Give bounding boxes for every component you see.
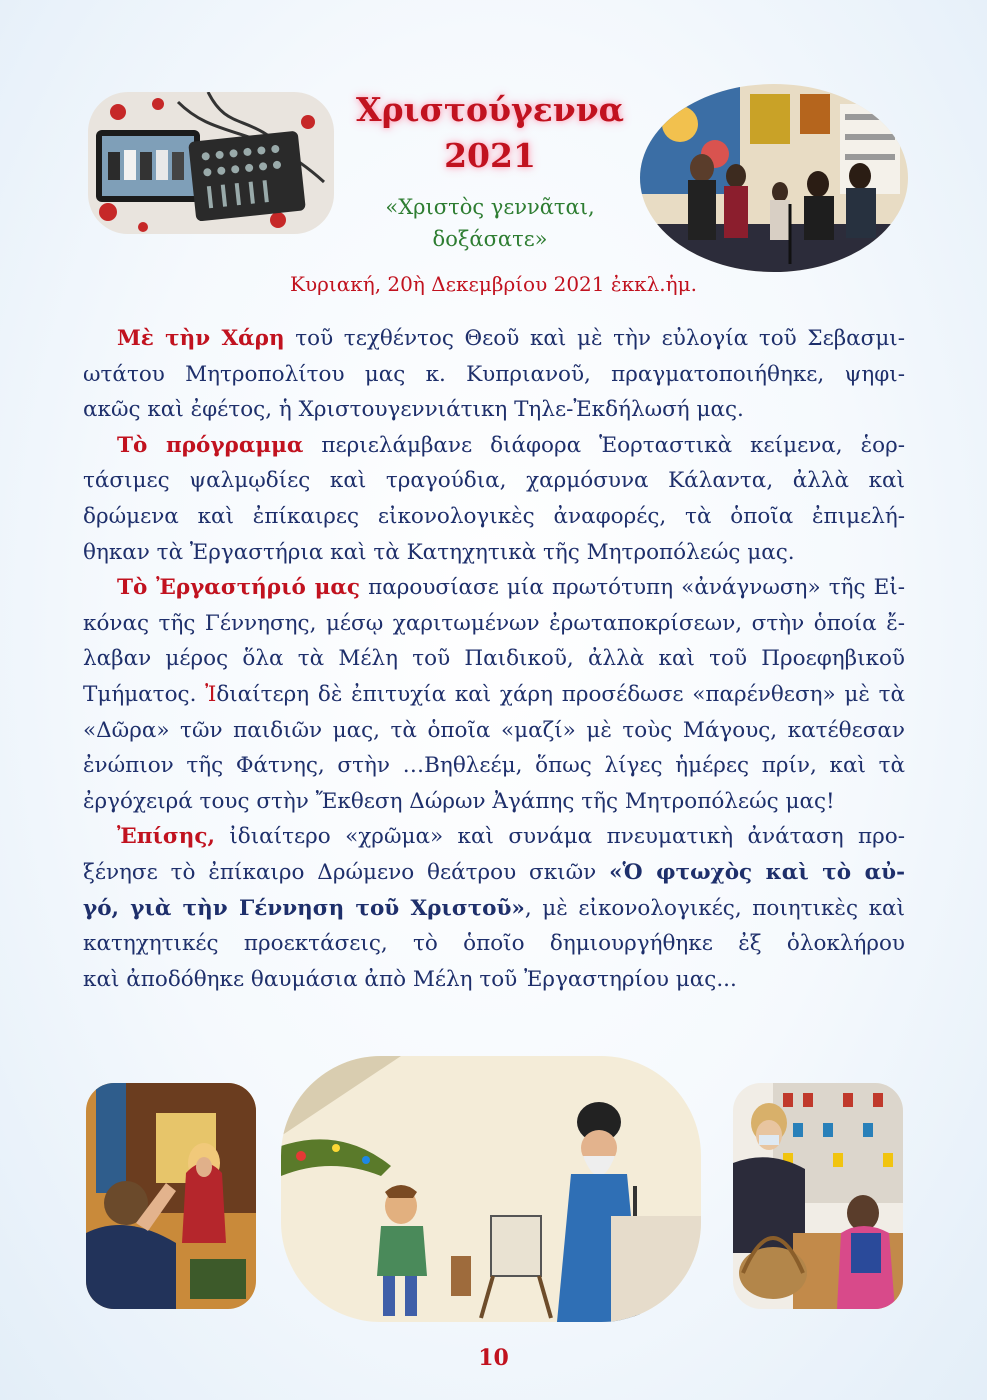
gift-shop-photo [733, 1083, 903, 1309]
paragraph-4-line: καὶ ἀποδόθηκε θαυμάσια ἀπὸ Μέλη τοῦ Ἐργαστηρίου μας... [83, 966, 737, 992]
paragraph-2-line: Τὸ πρόγραμμα περιελάμβανε διάφορα Ἑορταστικὰ κείμενα, ἑορ- [117, 432, 905, 458]
greeting-line-1: «Χριστὸς γεννᾶται, [385, 195, 595, 219]
paragraph-1-line: ωτάτου Μητροπολίτου μας κ. Κυπριανοῦ, πραγματοποιήθηκε, ψηφι- [83, 361, 905, 387]
paragraph-4-line: κατηχητικές προεκτάσεις, τὸ ὁποῖο δημιουργήθηκε ἐξ ὁλοκλήρου [83, 931, 905, 957]
paragraph-4-lead: Ἐπίσης, [117, 824, 215, 850]
carol-singers-photo [640, 84, 908, 272]
paragraph-4-line: ξένησε τὸ ἐπίκαιρο Δρώμενο θεάτρου σκιῶν «Ὁ φτωχὸς καὶ τὸ αὐ- [83, 859, 905, 885]
paragraph-1-line: Μὲ τὴν Χάρη τοῦ τεχθέντος Θεοῦ καὶ μὲ τὴν εὐλογία τοῦ Σεβασμι- [117, 326, 905, 351]
shadow-theatre-photo [281, 1056, 701, 1322]
icon-painting-photo [86, 1083, 256, 1309]
greeting-line-2: δοξάσατε» [432, 227, 548, 251]
page-title-year: 2021 [444, 136, 536, 175]
paragraph-2-line: τάσιμες ψαλμῳδίες καὶ τραγούδια, χαρμόσυνα Κάλαντα, ἀλλὰ καὶ [83, 468, 905, 494]
article-body [83, 321, 905, 997]
play-title-start: «Ὁ φτωχὸς καὶ τὸ αὐ- [609, 859, 905, 885]
paragraph-3-line: ἐνώπιον τῆς Φάτνης, στὴν …Βηθλεέμ, ὅπως λίγες ἡμέρες πρίν, καὶ τὰ [83, 753, 905, 779]
paragraph-2-line: θηκαν τὰ Ἐργαστήρια καὶ τὰ Κατηχητικὰ τῆς Μητροπόλεώς μας. [83, 539, 795, 565]
event-date: Κυριακή, 20ὴ Δεκεμβρίου 2021 ἐκκλ.ἡμ. [290, 272, 697, 296]
paragraph-4-line: Ἐπίσης, ἰδιαίτερο «χρῶμα» καὶ συνάμα πνευματικὴ ἀνάταση προ- [117, 824, 905, 850]
paragraph-1-lead: Μὲ τὴν Χάρη [117, 326, 285, 351]
paragraph-4-line: γό, γιὰ τὴν Γέννηση τοῦ Χριστοῦ», μὲ εἰκονολογικές, ποιητικὲς καὶ [83, 895, 905, 921]
tablet-mixer-photo [88, 92, 334, 234]
paragraph-3-line: ἐργόχειρά τους στὴν Ἔκθεση Δώρων Ἀγάπης τῆς Μητροπόλεώς μας! [83, 788, 835, 814]
red-initial: Ἰ [205, 681, 217, 707]
page-title: Χριστούγεννα [356, 90, 624, 129]
paragraph-3-line: Τμήματος. Ἰδιαίτερη δὲ ἐπιτυχία καὶ χάρη προσέδωσε «παρένθεση» μὲ τὰ [83, 681, 905, 707]
paragraph-1-line: ακῶς καὶ ἐφέτος, ἡ Χριστουγεννιάτικη Τηλε-Ἐκδήλωσή μας. [83, 397, 744, 423]
play-title-end: γό, γιὰ τὴν Γέννηση τοῦ Χριστοῦ» [83, 895, 525, 921]
paragraph-2-lead: Τὸ πρόγραμμα [117, 432, 304, 458]
paragraph-3-line: Τὸ Ἐργαστήριό μας παρουσίασε μία πρωτότυπη «ἀνάγνωση» τῆς Εἰ- [117, 575, 906, 601]
paragraph-3-line: κόνας τῆς Γέννησης, μέσῳ χαριτωμένων ἐρωταποκρίσεων, στὴν ὁποία ἔ- [83, 610, 905, 636]
page-number: 10 [478, 1345, 509, 1371]
paragraph-3-line: λαβαν μέρος ὅλα τὰ Μέλη τοῦ Παιδικοῦ, ἀλλὰ καὶ τοῦ Προεφηβικοῦ [83, 646, 905, 672]
paragraph-2-line: δρώμενα καὶ ἐπίκαιρες εἰκονολογικὲς ἀναφορές, τὰ ὁποῖα ἐπιμελή- [83, 503, 905, 529]
paragraph-3-lead: Τὸ Ἐργαστήριό μας [117, 575, 360, 601]
paragraph-3-line: «Δῶρα» τῶν παιδιῶν μας, τὰ ὁποῖα «μαζί» μὲ τοὺς Μάγους, κατέθεσαν [83, 717, 905, 743]
